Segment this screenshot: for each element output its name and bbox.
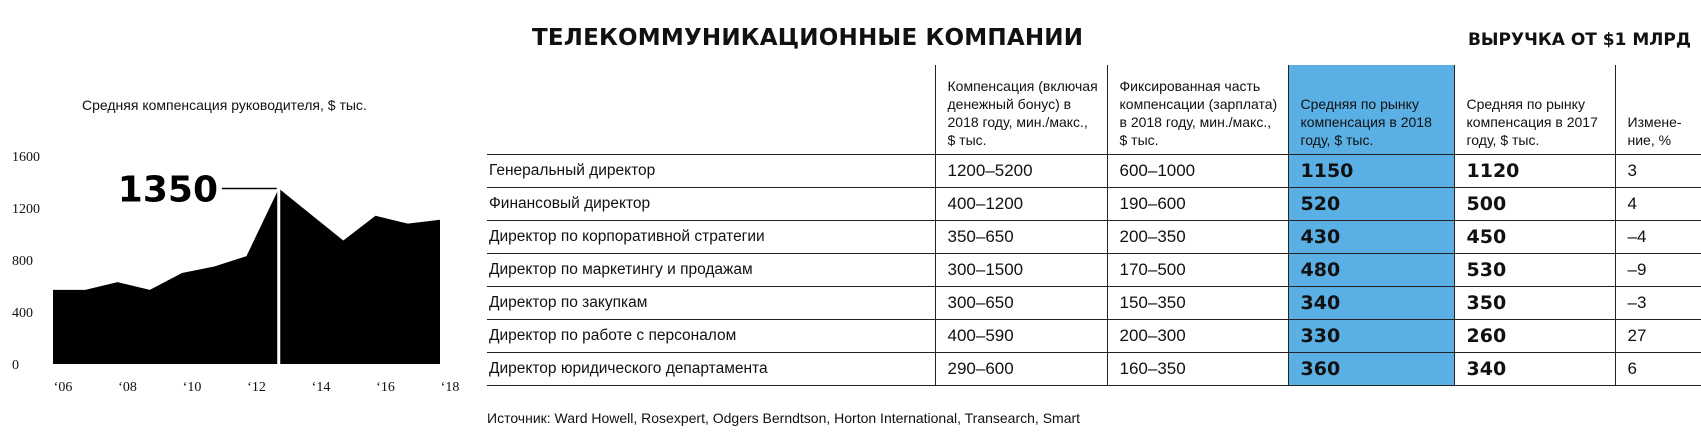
- cell-position: Генеральный директор: [487, 155, 935, 188]
- cell-avg-2018: 430: [1288, 221, 1454, 254]
- cell-avg-2017: 450: [1454, 221, 1615, 254]
- cell-comp-range: 290–600: [935, 353, 1107, 386]
- cell-avg-2017: 340: [1454, 353, 1615, 386]
- cell-position: Финансовый директор: [487, 188, 935, 221]
- cell-salary-range: 170–500: [1107, 254, 1288, 287]
- cell-comp-range: 300–1500: [935, 254, 1107, 287]
- header-avg-2018: Средняя по рынку компенсация в 2018 году, $ тыс.: [1288, 65, 1454, 155]
- cell-change: –9: [1615, 254, 1701, 287]
- cell-position: Директор по работе с персоналом: [487, 320, 935, 353]
- y-tick-label: 1200: [12, 202, 40, 217]
- cell-comp-range: 1200–5200: [935, 155, 1107, 188]
- cell-avg-2017: 350: [1454, 287, 1615, 320]
- compensation-table: [487, 65, 1701, 386]
- y-axis-ticks: [12, 150, 40, 373]
- cell-position: Директор по маркетингу и продажам: [487, 254, 935, 287]
- table-row: [487, 320, 1701, 353]
- cell-change: –3: [1615, 287, 1701, 320]
- cell-change: 4: [1615, 188, 1701, 221]
- table-row: [487, 221, 1701, 254]
- table-row: [487, 353, 1701, 386]
- area-series-2013-2018: [279, 189, 440, 365]
- y-tick-label: 800: [12, 254, 33, 269]
- cell-comp-range: 400–1200: [935, 188, 1107, 221]
- cell-avg-2018: 480: [1288, 254, 1454, 287]
- x-tick-label: ‘18: [440, 380, 460, 395]
- cell-salary-range: 200–300: [1107, 320, 1288, 353]
- header-position: [487, 65, 935, 155]
- x-tick-label: ‘10: [182, 380, 202, 395]
- cell-avg-2018: 1150: [1288, 155, 1454, 188]
- cell-comp-range: 400–590: [935, 320, 1107, 353]
- main-title: ТЕЛЕКОММУНИКАЦИОННЫЕ КОМПАНИИ: [532, 25, 1084, 51]
- header-avg-2017: Средняя по рынку компенсация в 2017 году, $ тыс.: [1454, 65, 1615, 155]
- cell-position: Директор по корпоративной стратегии: [487, 221, 935, 254]
- cell-avg-2018: 340: [1288, 287, 1454, 320]
- cell-change: 6: [1615, 353, 1701, 386]
- sub-title: ВЫРУЧКА ОТ $1 МЛРД: [1467, 30, 1691, 50]
- cell-comp-range: 300–650: [935, 287, 1107, 320]
- cell-change: 27: [1615, 320, 1701, 353]
- table-row: [487, 287, 1701, 320]
- cell-salary-range: 200–350: [1107, 221, 1288, 254]
- table-row: [487, 155, 1701, 188]
- cell-avg-2017: 530: [1454, 254, 1615, 287]
- cell-avg-2017: 260: [1454, 320, 1615, 353]
- area-series-2006-2013: [53, 189, 279, 365]
- x-axis-ticks: [54, 380, 460, 395]
- x-tick-label: ‘14: [311, 380, 331, 395]
- x-tick-label: ‘12: [247, 380, 266, 395]
- peak-label: 1350: [117, 169, 218, 211]
- cell-comp-range: 350–650: [935, 221, 1107, 254]
- cell-position: Директор юридического департамента: [487, 353, 935, 386]
- table-header-row: [487, 65, 1701, 155]
- y-tick-label: 0: [12, 358, 19, 373]
- x-tick-label: ‘16: [376, 380, 395, 395]
- cell-avg-2017: 1120: [1454, 155, 1615, 188]
- cell-salary-range: 160–350: [1107, 353, 1288, 386]
- cell-salary-range: 600–1000: [1107, 155, 1288, 188]
- header-change: Измене-ние, %: [1615, 65, 1701, 155]
- cell-avg-2018: 520: [1288, 188, 1454, 221]
- y-tick-label: 1600: [12, 150, 40, 165]
- cell-position: Директор по закупкам: [487, 287, 935, 320]
- table-row: [487, 188, 1701, 221]
- table-row: [487, 254, 1701, 287]
- header-salary-2018: Фиксированная часть компенсации (зарплата) в 2018 году, мин./макс., $ тыс.: [1107, 65, 1288, 155]
- cell-salary-range: 190–600: [1107, 188, 1288, 221]
- chart-title: Средняя компенсация руководителя, $ тыс.: [82, 97, 367, 113]
- cell-change: –4: [1615, 221, 1701, 254]
- compensation-area-chart: [0, 0, 470, 410]
- y-tick-label: 400: [12, 306, 33, 321]
- source-note: Источник: Ward Howell, Rosexpert, Odgers Berndtson, Horton International, Transearch, Smart: [487, 410, 1081, 426]
- cell-avg-2018: 360: [1288, 353, 1454, 386]
- x-tick-label: ‘08: [118, 380, 137, 395]
- cell-change: 3: [1615, 155, 1701, 188]
- cell-avg-2018: 330: [1288, 320, 1454, 353]
- header-comp-2018: Компенсация (включая денежный бонус) в 2018 году, мин./макс., $ тыс.: [935, 65, 1107, 155]
- cell-avg-2017: 500: [1454, 188, 1615, 221]
- x-tick-label: ‘06: [53, 380, 73, 395]
- cell-salary-range: 150–350: [1107, 287, 1288, 320]
